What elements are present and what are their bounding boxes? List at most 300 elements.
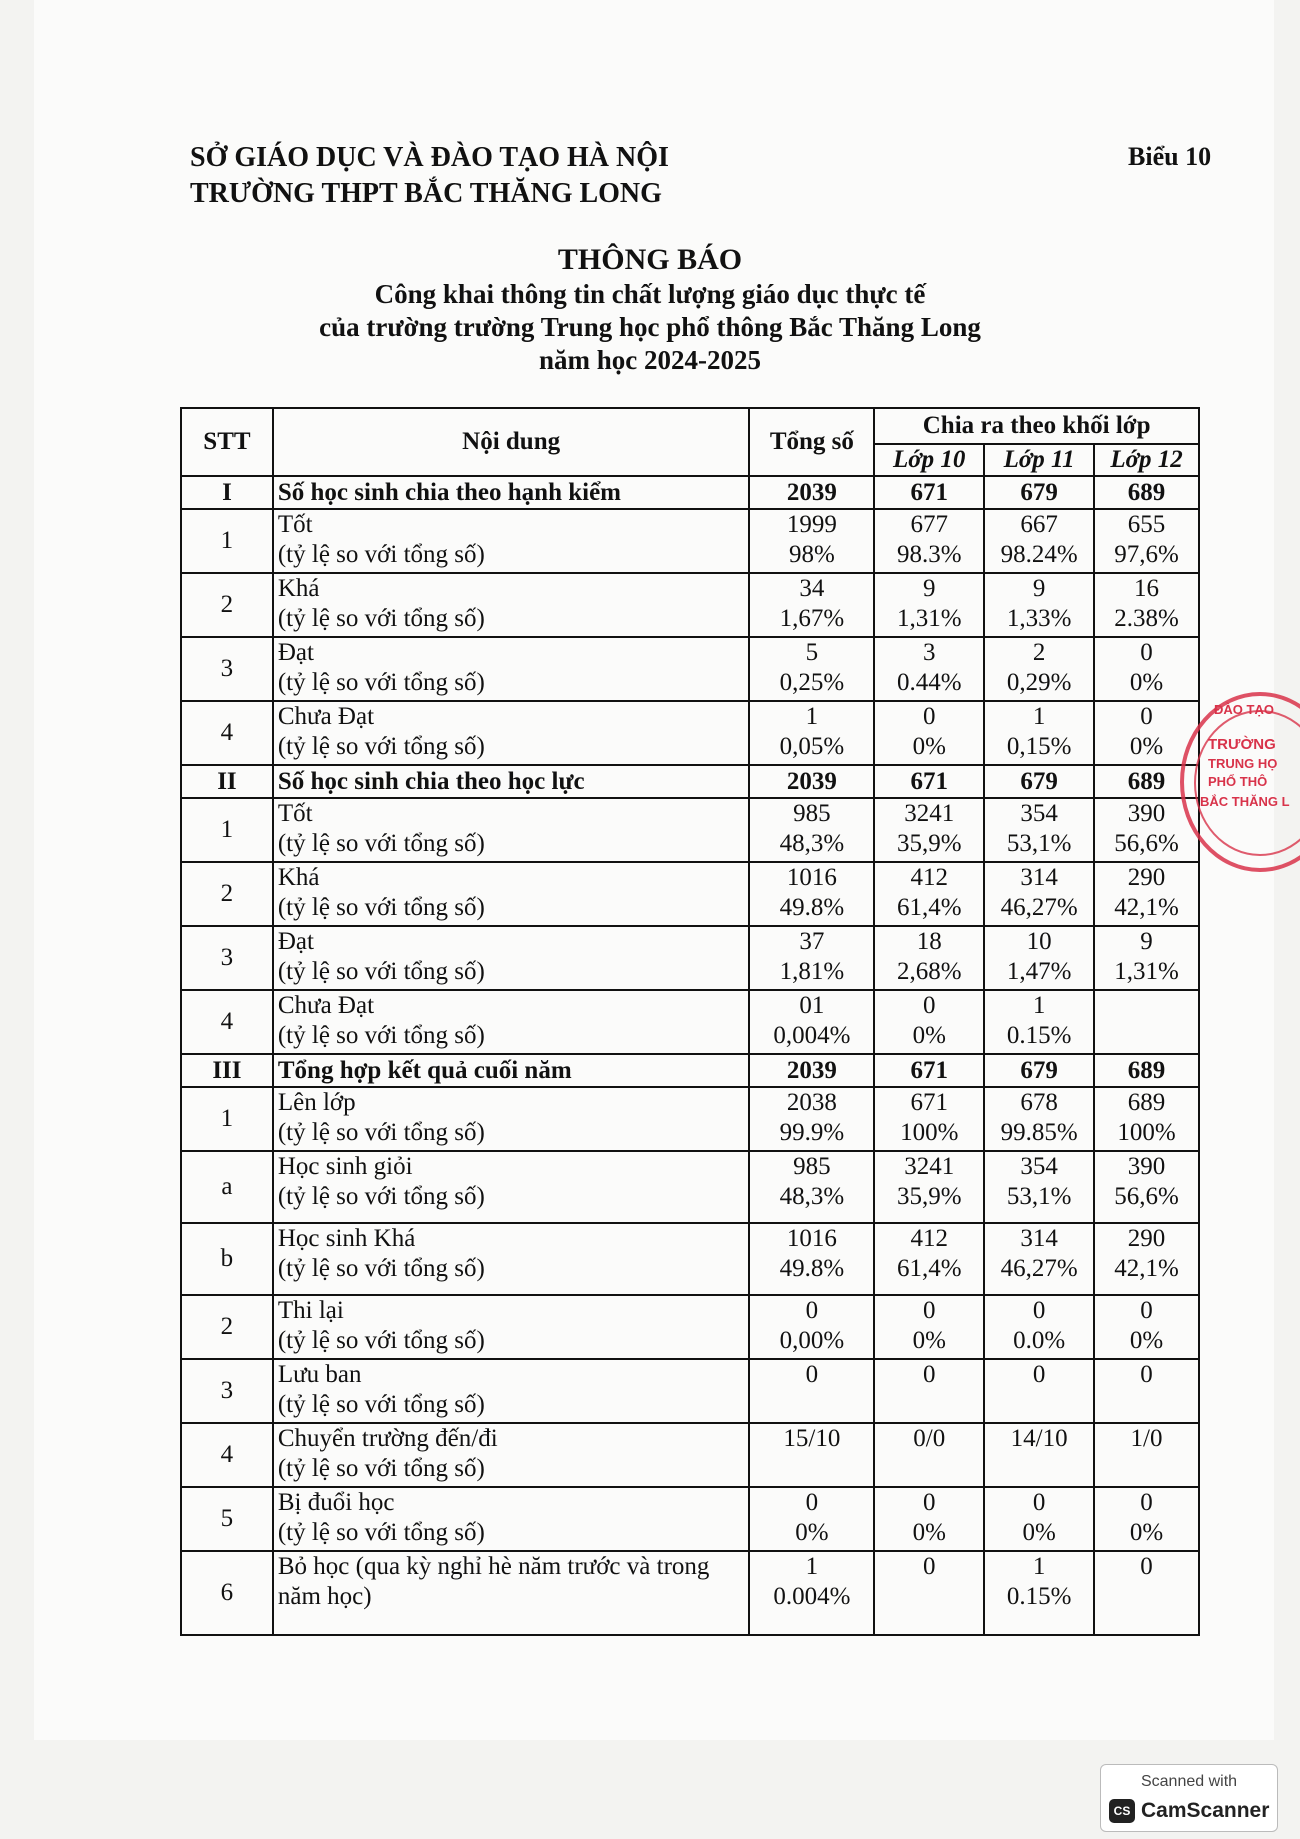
- cell-count: 1: [1032, 1553, 1046, 1580]
- cell-grade-10: [874, 573, 984, 637]
- cell-count: 985: [793, 800, 831, 827]
- cell-count: 1016: [786, 1225, 837, 1252]
- notice-title: [150, 242, 1150, 377]
- row-stt: I: [181, 476, 273, 509]
- cell-grade-10: [874, 1359, 984, 1423]
- cell-grade-12: [1094, 1223, 1199, 1295]
- stamp-text-5: BẮC THĂNG L: [1200, 794, 1290, 809]
- cell-percent: 98.24%: [1000, 541, 1078, 568]
- cell-percent: 56,6%: [1114, 830, 1179, 857]
- row-sublabel: (tỷ lệ so với tổng số): [277, 894, 485, 921]
- cell-grade-12: [1094, 926, 1199, 990]
- row-stt: 3: [181, 637, 273, 701]
- cell-count: 1016: [786, 864, 837, 891]
- cell-count: 314: [1020, 1225, 1058, 1252]
- cell-percent: 46,27%: [1000, 1255, 1078, 1282]
- cell-total: [749, 476, 874, 509]
- row-content: [273, 509, 750, 573]
- cell-percent: 42,1%: [1114, 1255, 1179, 1282]
- cell-percent: 99.85%: [1000, 1119, 1078, 1146]
- cell-count: 0: [922, 703, 936, 730]
- watermark-line-2: CamScanner: [1141, 1799, 1270, 1822]
- title-line-2: Công khai thông tin chất lượng giáo dục thực tế: [374, 279, 926, 309]
- cell-grade-10: [874, 1223, 984, 1295]
- cell-count: 3: [922, 639, 936, 666]
- cell-total: [749, 1151, 874, 1223]
- table-row: [181, 926, 1199, 990]
- cell-count: 671: [910, 478, 948, 506]
- cell-grade-12: [1094, 509, 1199, 573]
- form-number: Biểu 10: [1128, 142, 1212, 171]
- department-name: SỞ GIÁO DỤC VÀ ĐÀO TẠO HÀ NỘI: [190, 142, 669, 173]
- cell-count: 290: [1127, 864, 1166, 891]
- row-sublabel: (tỷ lệ so với tổng số): [277, 1183, 485, 1210]
- cell-count: 655: [1127, 511, 1166, 538]
- quality-table: [180, 407, 1200, 1636]
- cell-count: 290: [1127, 1225, 1166, 1252]
- row-content: [273, 926, 750, 990]
- cell-grade-11: [984, 637, 1094, 701]
- row-content: [273, 1054, 750, 1087]
- row-label: Chưa Đạt: [277, 992, 375, 1019]
- row-stt: 5: [181, 1487, 273, 1551]
- cell-count: 412: [910, 864, 948, 891]
- cell-count: 1: [1032, 703, 1046, 730]
- table-row: [181, 765, 1199, 798]
- table-row: [181, 862, 1199, 926]
- cell-total: [749, 1087, 874, 1151]
- cell-count: 671: [910, 1056, 948, 1084]
- cell-count: 412: [910, 1225, 948, 1252]
- cell-count: 0: [1140, 1361, 1153, 1388]
- cell-count: 0: [805, 1297, 819, 1324]
- cell-total: [749, 1487, 874, 1551]
- cell-percent: 48,3%: [779, 830, 845, 857]
- cell-total: [749, 1223, 874, 1295]
- cell-count: 16: [1134, 575, 1160, 602]
- cell-count: 0: [805, 1489, 819, 1516]
- cell-count: 14/10: [1010, 1425, 1068, 1452]
- row-label: Học sinh Khá: [277, 1225, 416, 1252]
- row-content: [273, 765, 750, 798]
- cell-count: 15/10: [783, 1425, 841, 1452]
- cell-count: 354: [1020, 1153, 1058, 1180]
- cell-percent: 1,47%: [1006, 958, 1072, 985]
- row-label: Bỏ học (qua kỳ nghỉ hè năm trước và trong: [277, 1553, 710, 1580]
- cell-count: 0: [922, 992, 936, 1019]
- cell-count: 677: [910, 511, 948, 538]
- watermark-line-1: Scanned with: [1140, 1773, 1238, 1790]
- cell-percent: 2.38%: [1114, 605, 1179, 632]
- cell-percent: 2,68%: [896, 958, 962, 985]
- cell-grade-11: [984, 573, 1094, 637]
- row-label: Đạt: [277, 639, 314, 666]
- row-label: Khá: [277, 864, 320, 891]
- row-label: Tổng hợp kết quả cuối năm: [277, 1056, 572, 1084]
- header-content: Nội dung: [273, 408, 750, 476]
- header-stt: STT: [181, 408, 273, 476]
- row-content: [273, 1295, 750, 1359]
- cell-count: 679: [1020, 478, 1058, 506]
- cell-total: [749, 1423, 874, 1487]
- cell-count: 01: [799, 992, 825, 1019]
- cell-grade-10: [874, 862, 984, 926]
- cell-total: [749, 798, 874, 862]
- cell-grade-10: [874, 990, 984, 1054]
- row-stt: 2: [181, 573, 273, 637]
- cell-percent: 0%: [1129, 669, 1164, 696]
- school-stamp: [1170, 692, 1300, 882]
- cell-grade-12: [1094, 1359, 1199, 1423]
- cell-total: [749, 1551, 874, 1635]
- row-sublabel: (tỷ lệ so với tổng số): [277, 605, 485, 632]
- cell-count: 34: [799, 575, 825, 602]
- cell-grade-11: [984, 990, 1094, 1054]
- cell-grade-10: [874, 476, 984, 509]
- cell-grade-11: [984, 798, 1094, 862]
- cell-grade-12: [1094, 476, 1199, 509]
- cell-grade-12: [1094, 1054, 1199, 1087]
- row-stt: 3: [181, 926, 273, 990]
- cell-percent: 98%: [788, 541, 835, 568]
- table-row: [181, 1295, 1199, 1359]
- cell-percent: 0%: [912, 1327, 946, 1354]
- cell-grade-11: [984, 1087, 1094, 1151]
- cell-percent: 0%: [1129, 1519, 1164, 1546]
- table-row: [181, 1551, 1199, 1635]
- row-sublabel: (tỷ lệ so với tổng số): [277, 541, 485, 568]
- row-stt: 1: [181, 509, 273, 573]
- stamp-text-2: TRƯỜNG: [1208, 736, 1276, 753]
- cell-grade-11: [984, 765, 1094, 798]
- cell-count: 0: [805, 1361, 819, 1388]
- row-stt: 2: [181, 862, 273, 926]
- cell-percent: 1,31%: [896, 605, 962, 632]
- row-stt: 2: [181, 1295, 273, 1359]
- table-row: [181, 1054, 1199, 1087]
- cell-percent: 49.8%: [779, 1255, 845, 1282]
- cell-count: 1: [1032, 992, 1046, 1019]
- row-content: [273, 1423, 750, 1487]
- cell-grade-11: [984, 1551, 1094, 1635]
- cell-percent: 100%: [900, 1119, 959, 1146]
- cell-count: 1999: [786, 511, 837, 538]
- cell-count: 314: [1020, 864, 1058, 891]
- cell-percent: 35,9%: [896, 1183, 962, 1210]
- row-content: [273, 798, 750, 862]
- row-content: [273, 1487, 750, 1551]
- header-block: [190, 140, 669, 212]
- cell-grade-11: [984, 1487, 1094, 1551]
- header-total: Tổng số: [749, 408, 874, 476]
- cell-percent: 0,00%: [779, 1327, 845, 1354]
- cell-grade-12: [1094, 1151, 1199, 1223]
- title-line-3: của trường trường Trung học phổ thông Bắc Thăng Long: [319, 312, 981, 342]
- cell-grade-12: [1094, 1087, 1199, 1151]
- camscanner-watermark: [1100, 1764, 1278, 1832]
- cell-grade-11: [984, 1151, 1094, 1223]
- cell-grade-11: [984, 701, 1094, 765]
- cell-percent: 56,6%: [1114, 1183, 1179, 1210]
- cell-percent: 48,3%: [779, 1183, 845, 1210]
- cell-count: 0/0: [913, 1425, 946, 1452]
- cell-percent: 0%: [795, 1519, 829, 1546]
- table-row: [181, 1223, 1199, 1295]
- cell-count: 3241: [904, 1153, 955, 1180]
- cell-count: 0: [1140, 1489, 1153, 1516]
- cell-count: 689: [1127, 1089, 1166, 1116]
- row-content: [273, 476, 750, 509]
- cell-count: 671: [910, 1089, 948, 1116]
- cell-grade-11: [984, 1054, 1094, 1087]
- row-sublabel: (tỷ lệ so với tổng số): [277, 1327, 485, 1354]
- cell-grade-10: [874, 926, 984, 990]
- table-row: [181, 476, 1199, 509]
- cell-count: 0: [1032, 1489, 1046, 1516]
- cell-grade-10: [874, 1551, 984, 1635]
- cell-count: 667: [1020, 511, 1058, 538]
- cell-count: 5: [805, 639, 819, 666]
- cell-grade-10: [874, 1295, 984, 1359]
- table-row: [181, 1487, 1199, 1551]
- cell-percent: 0%: [1129, 1327, 1164, 1354]
- table-row: [181, 637, 1199, 701]
- cell-grade-11: [984, 862, 1094, 926]
- cell-percent: 35,9%: [896, 830, 962, 857]
- cell-total: [749, 573, 874, 637]
- row-label: Lưu ban: [277, 1361, 362, 1388]
- table-row: [181, 1423, 1199, 1487]
- cell-count: 0: [1140, 703, 1153, 730]
- cell-grade-10: [874, 1423, 984, 1487]
- row-stt: 4: [181, 701, 273, 765]
- row-label: Bị đuổi học: [277, 1489, 395, 1516]
- cell-total: [749, 701, 874, 765]
- cell-count: 3241: [904, 800, 955, 827]
- row-content: [273, 1551, 750, 1635]
- row-stt: 1: [181, 1087, 273, 1151]
- cell-grade-11: [984, 926, 1094, 990]
- cell-count: 2039: [786, 478, 837, 506]
- cell-percent: 0.44%: [896, 669, 962, 696]
- cell-count: 1/0: [1130, 1425, 1163, 1452]
- cell-percent: 0.0%: [1013, 1327, 1066, 1354]
- row-sublabel: (tỷ lệ so với tổng số): [277, 1022, 485, 1049]
- cell-count: 0: [1140, 1553, 1153, 1580]
- cell-grade-11: [984, 476, 1094, 509]
- cell-count: 2039: [786, 767, 837, 795]
- cell-total: [749, 862, 874, 926]
- row-sublabel: (tỷ lệ so với tổng số): [277, 830, 485, 857]
- cell-grade-11: [984, 1359, 1094, 1423]
- table-row: [181, 990, 1199, 1054]
- cell-count: 2: [1032, 639, 1046, 666]
- cell-percent: 53,1%: [1006, 1183, 1072, 1210]
- row-stt: II: [181, 765, 273, 798]
- cell-percent: 0%: [1129, 733, 1164, 760]
- cell-percent: 0%: [912, 733, 946, 760]
- cell-grade-10: [874, 765, 984, 798]
- row-stt: b: [181, 1223, 273, 1295]
- row-content: [273, 1223, 750, 1295]
- cell-count: 9: [922, 575, 936, 602]
- school-name: TRƯỜNG THPT BẮC THĂNG LONG: [190, 178, 662, 209]
- cell-total: [749, 509, 874, 573]
- cell-percent: 0,15%: [1006, 733, 1072, 760]
- cell-count: 2038: [786, 1089, 837, 1116]
- cell-grade-12: [1094, 1423, 1199, 1487]
- row-stt: III: [181, 1054, 273, 1087]
- cell-percent: 0%: [912, 1022, 946, 1049]
- row-label: Chưa Đạt: [277, 703, 375, 730]
- title-line-4: năm học 2024-2025: [539, 345, 761, 375]
- cell-count: 0: [1032, 1297, 1046, 1324]
- cell-grade-11: [984, 509, 1094, 573]
- row-sublabel: (tỷ lệ so với tổng số): [277, 1119, 485, 1146]
- cell-count: 18: [916, 928, 942, 955]
- row-sublabel: (tỷ lệ so với tổng số): [277, 1391, 485, 1418]
- table-row: [181, 1087, 1199, 1151]
- title-line-1: THÔNG BÁO: [557, 243, 743, 276]
- cell-count: 9: [1032, 575, 1046, 602]
- stamp-text-4: PHỔ THÔ: [1208, 774, 1268, 789]
- table-body: [181, 476, 1199, 1635]
- cell-percent: 98.3%: [896, 541, 962, 568]
- header-grade-10: Lớp 10: [874, 444, 984, 476]
- cell-count: 354: [1020, 800, 1058, 827]
- cell-grade-12: [1094, 990, 1199, 1054]
- cell-percent: 0,25%: [779, 669, 845, 696]
- cell-total: [749, 637, 874, 701]
- row-sublabel: (tỷ lệ so với tổng số): [277, 1455, 485, 1482]
- cell-count: 390: [1127, 1153, 1166, 1180]
- row-sublabel: năm học): [277, 1583, 372, 1610]
- cell-count: 9: [1140, 928, 1153, 955]
- cell-total: [749, 1359, 874, 1423]
- stamp-text-3: TRUNG HỌ: [1208, 756, 1278, 771]
- cell-total: [749, 926, 874, 990]
- cell-total: [749, 1054, 874, 1087]
- row-sublabel: (tỷ lệ so với tổng số): [277, 733, 485, 760]
- cell-percent: 61,4%: [896, 1255, 962, 1282]
- cell-count: 678: [1020, 1089, 1058, 1116]
- row-sublabel: (tỷ lệ so với tổng số): [277, 1255, 485, 1282]
- cell-percent: 0,29%: [1006, 669, 1072, 696]
- cell-grade-12: [1094, 1487, 1199, 1551]
- cell-percent: 97,6%: [1114, 541, 1179, 568]
- cell-grade-12: [1094, 1295, 1199, 1359]
- row-label: Thi lại: [277, 1297, 344, 1324]
- row-content: [273, 990, 750, 1054]
- row-stt: 4: [181, 990, 273, 1054]
- cell-grade-11: [984, 1423, 1094, 1487]
- cell-count: 1: [805, 1553, 819, 1580]
- cell-grade-10: [874, 509, 984, 573]
- cell-count: 985: [793, 1153, 831, 1180]
- cell-percent: 0.004%: [773, 1583, 851, 1610]
- cell-percent: 49.8%: [779, 894, 845, 921]
- row-sublabel: (tỷ lệ so với tổng số): [277, 1519, 485, 1546]
- row-label: Chuyển trường đến/đi: [277, 1425, 498, 1452]
- cell-percent: 0%: [1022, 1519, 1056, 1546]
- cell-count: 689: [1127, 478, 1166, 506]
- cell-count: 0: [922, 1297, 936, 1324]
- cell-percent: 53,1%: [1006, 830, 1072, 857]
- cell-count: 37: [799, 928, 825, 955]
- row-sublabel: (tỷ lệ so với tổng số): [277, 958, 485, 985]
- table-row: [181, 1151, 1199, 1223]
- table-row: [181, 701, 1199, 765]
- row-label: Tốt: [277, 511, 313, 538]
- cell-percent: 0,05%: [779, 733, 845, 760]
- cell-grade-11: [984, 1295, 1094, 1359]
- cell-count: 689: [1127, 767, 1166, 795]
- cell-grade-10: [874, 1054, 984, 1087]
- cell-percent: 46,27%: [1000, 894, 1078, 921]
- row-label: Học sinh giỏi: [277, 1153, 413, 1180]
- cell-total: [749, 765, 874, 798]
- cell-count: 0: [1140, 1297, 1153, 1324]
- table-row: [181, 798, 1199, 862]
- cell-grade-12: [1094, 573, 1199, 637]
- cell-count: 679: [1020, 767, 1058, 795]
- row-content: [273, 1151, 750, 1223]
- cell-total: [749, 990, 874, 1054]
- row-stt: a: [181, 1151, 273, 1223]
- cell-percent: 1,33%: [1006, 605, 1072, 632]
- cell-count: 390: [1127, 800, 1166, 827]
- cell-count: 0: [1032, 1361, 1046, 1388]
- row-label: Số học sinh chia theo học lực: [277, 767, 585, 795]
- cell-percent: 0%: [912, 1519, 946, 1546]
- cell-count: 0: [922, 1489, 936, 1516]
- cell-grade-11: [984, 1223, 1094, 1295]
- row-label: Số học sinh chia theo hạnh kiểm: [277, 478, 621, 506]
- cell-percent: 42,1%: [1114, 894, 1179, 921]
- row-stt: 1: [181, 798, 273, 862]
- cell-percent: 0.15%: [1006, 1583, 1072, 1610]
- cell-count: 679: [1020, 1056, 1058, 1084]
- cell-percent: 1,67%: [779, 605, 845, 632]
- cell-grade-10: [874, 1151, 984, 1223]
- cell-grade-10: [874, 1487, 984, 1551]
- table-row: [181, 509, 1199, 573]
- cell-count: 0: [922, 1361, 936, 1388]
- row-stt: 4: [181, 1423, 273, 1487]
- cell-percent: 0,004%: [773, 1022, 851, 1049]
- row-stt: 6: [181, 1551, 273, 1635]
- cell-count: 0: [922, 1553, 936, 1580]
- table-row: [181, 1359, 1199, 1423]
- camscanner-logo-icon: CS: [1109, 1799, 1135, 1823]
- row-content: [273, 1359, 750, 1423]
- row-content: [273, 862, 750, 926]
- cell-percent: 99.9%: [779, 1119, 845, 1146]
- row-label: Khá: [277, 575, 320, 602]
- row-stt: 3: [181, 1359, 273, 1423]
- row-content: [273, 701, 750, 765]
- row-content: [273, 1087, 750, 1151]
- cell-count: 2039: [786, 1056, 837, 1084]
- cell-count: 0: [1140, 639, 1153, 666]
- cell-percent: 61,4%: [896, 894, 962, 921]
- row-content: [273, 573, 750, 637]
- header-grade-11: Lớp 11: [984, 444, 1094, 476]
- cell-percent: 1,31%: [1114, 958, 1179, 985]
- row-sublabel: (tỷ lệ so với tổng số): [277, 669, 485, 696]
- cell-grade-10: [874, 637, 984, 701]
- row-label: Lên lớp: [277, 1089, 356, 1116]
